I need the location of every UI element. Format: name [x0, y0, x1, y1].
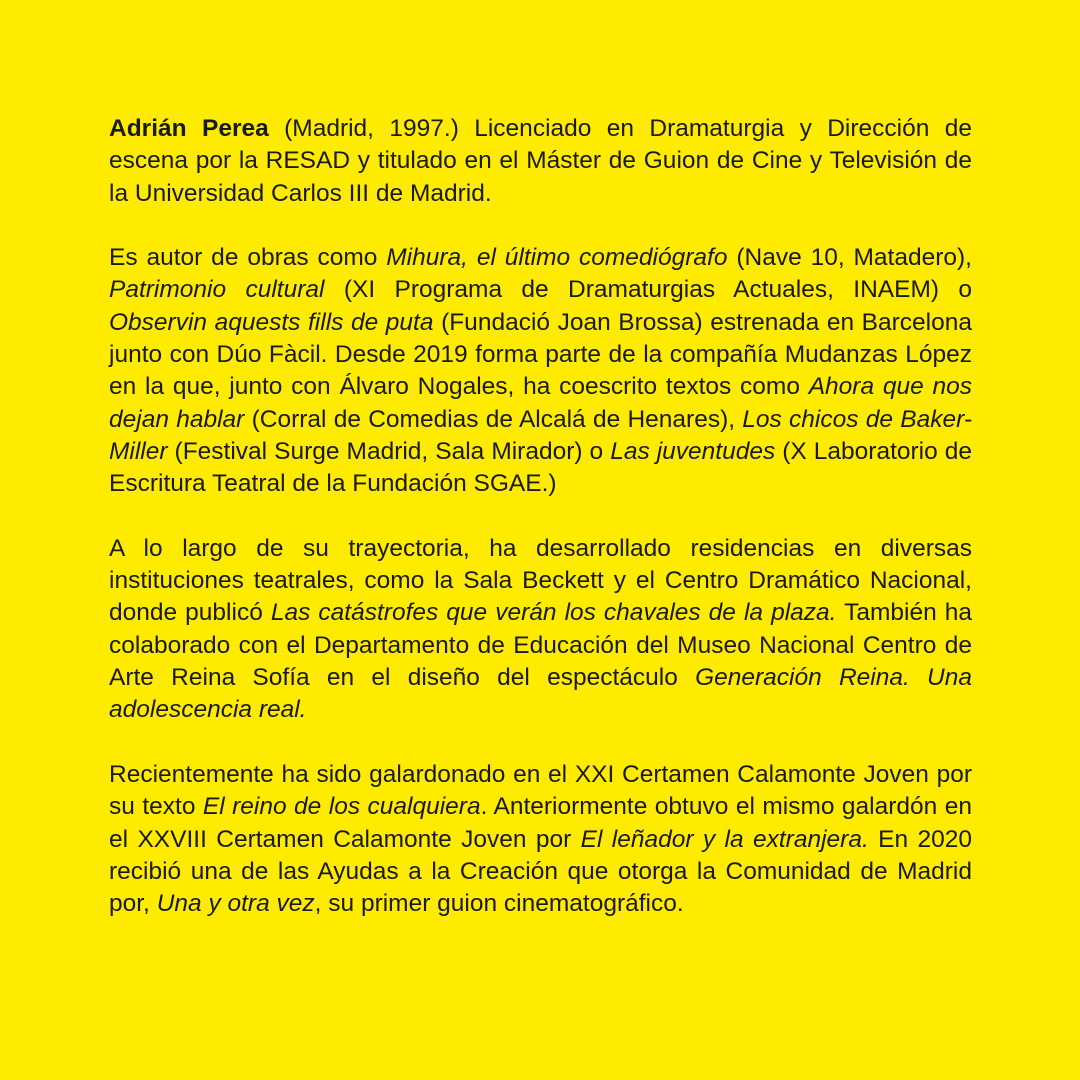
work-title: Patrimonio cultural: [109, 276, 325, 304]
work-title: Observin aquests fills de puta: [109, 308, 434, 336]
bio-paragraph-3: [109, 533, 972, 727]
work-title: Ahora que nos dejan hablar: [109, 373, 972, 433]
bio-text: Es autor de obras como: [109, 244, 387, 272]
bio-paragraph-2: [109, 242, 972, 500]
bio-text: (X Laboratorio de Escritura Teatral de la Fundación SGAE.): [109, 437, 972, 498]
author-name: Adrián Perea: [109, 115, 269, 142]
bio-paragraph-1: [109, 113, 972, 210]
biography-text: [109, 113, 972, 920]
bio-text: A lo largo de su trayectoria, ha desarrollado residencias en diversas instituciones teatrales, como la Sala Beckett y el Centro Dramático Nacional, donde publicó: [109, 534, 972, 627]
bio-text: También ha colaborado con el Departamento de Educación del Museo Nacional Centro de Arte Reina Sofía en el diseño del espectáculo: [109, 599, 972, 692]
bio-text: En 2020 recibió una de las Ayudas a la Creación que otorga la Comunidad de Madrid por,: [109, 825, 972, 918]
work-title: Una y otra vez: [156, 890, 315, 918]
work-title: Las juventudes: [610, 437, 776, 465]
work-title: El leñador y la extranjera.: [580, 825, 869, 853]
bio-text: (Fundació Joan Brossa) estrenada en Barcelona junto con Dúo Fàcil. Desde 2019 forma parte de la compañía Mudanzas López en la que, junto con Álvaro Nogales, ha coescrito textos como: [109, 308, 972, 401]
bio-text: , su primer guion cinematográfico.: [314, 890, 684, 918]
bio-text: (Nave 10, Matadero),: [727, 244, 972, 272]
bio-paragraph-4: [109, 759, 972, 920]
bio-text: (Corral de Comedias de Alcalá de Henares),: [244, 405, 743, 433]
work-title: Generación Reina. Una adolescencia real.: [109, 664, 972, 724]
bio-text: Recientemente ha sido galardonado en el XXI Certamen Calamonte Joven por su texto: [109, 760, 972, 821]
work-title: Las catástrofes que verán los chavales de la plaza.: [270, 599, 837, 627]
bio-text: (XI Programa de Dramaturgias Actuales, INAEM) o: [324, 276, 973, 304]
bio-text: (Madrid, 1997.) Licenciado en Dramaturgia y Dirección de escena por la RESAD y titulado en el Máster de Guion de Cine y Televisión de la Universidad Carlos III de Madrid.: [109, 115, 973, 207]
work-title: Los chicos de Baker-Miller: [109, 405, 972, 465]
work-title: El reino de los cualquiera: [202, 793, 481, 821]
work-title: Mihura, el último comediógrafo: [386, 244, 728, 272]
bio-text: (Festival Surge Madrid, Sala Mirador) o: [167, 437, 611, 465]
bio-text: . Anteriormente obtuvo el mismo galardón en el XXVIII Certamen Calamonte Joven por: [109, 793, 972, 853]
